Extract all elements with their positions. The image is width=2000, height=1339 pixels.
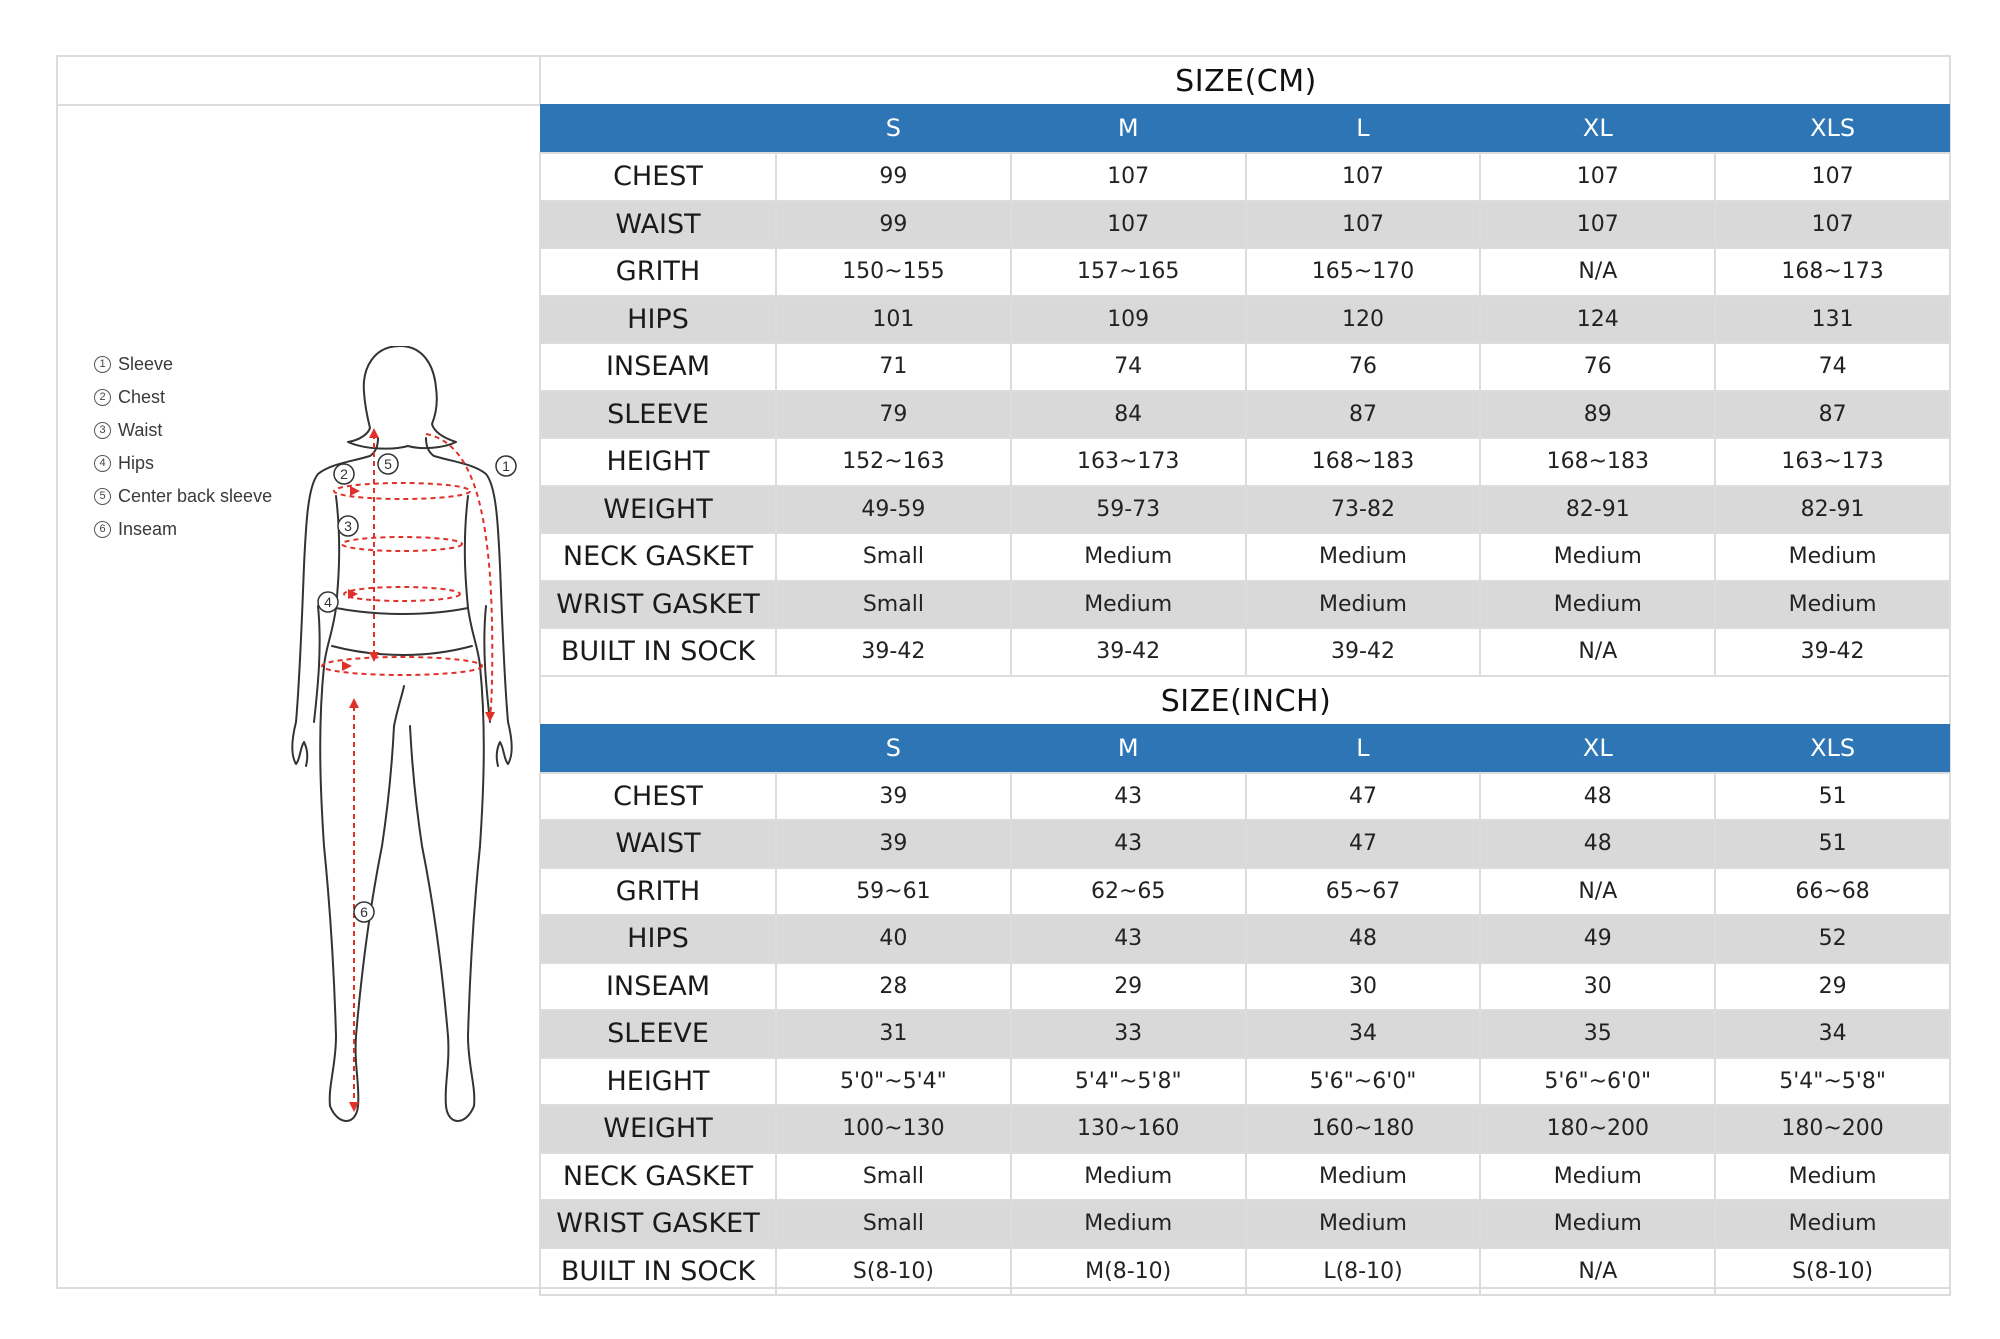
table-cell: 49 xyxy=(1480,915,1715,963)
table-cell: Small xyxy=(776,581,1011,629)
svg-text:1: 1 xyxy=(502,458,510,474)
table-row xyxy=(540,1248,1950,1296)
table-cell: 157~165 xyxy=(1011,248,1246,296)
row-label: HEIGHT xyxy=(540,1058,776,1106)
table-cell: 34 xyxy=(1715,1010,1950,1058)
table-cell: 62~65 xyxy=(1011,868,1246,916)
legend-number: 2 xyxy=(94,389,111,406)
table-cell: 5'6"~6'0" xyxy=(1246,1058,1481,1106)
table-cell: 82-91 xyxy=(1715,486,1950,534)
table-cell: 48 xyxy=(1246,915,1481,963)
table-cell: 48 xyxy=(1480,820,1715,868)
legend-number: 6 xyxy=(94,521,111,538)
table-cell: 107 xyxy=(1480,201,1715,249)
table-cell: 107 xyxy=(1246,153,1481,201)
table-cell: 5'4"~5'8" xyxy=(1715,1058,1950,1106)
table-cell: 107 xyxy=(1715,153,1950,201)
table-cell: Medium xyxy=(1246,1153,1481,1201)
row-label: SLEEVE xyxy=(540,391,776,439)
table-cell: 124 xyxy=(1480,296,1715,344)
legend-label: Center back sleeve xyxy=(118,486,273,506)
table-cell: 43 xyxy=(1011,773,1246,821)
size-header-cell: S xyxy=(776,724,1011,773)
table-cell: 120 xyxy=(1246,296,1481,344)
table-cell: 100~130 xyxy=(776,1105,1011,1153)
table-cell: 43 xyxy=(1011,915,1246,963)
table-cell: 160~180 xyxy=(1246,1105,1481,1153)
table-cell: S(8-10) xyxy=(776,1248,1011,1296)
marker-5 xyxy=(378,454,398,474)
table-cell: 87 xyxy=(1715,391,1950,439)
legend-item-chest xyxy=(94,381,272,414)
table-row xyxy=(540,963,1950,1011)
legend-label: Hips xyxy=(118,453,155,473)
marker-1 xyxy=(496,456,516,476)
table-cell: Medium xyxy=(1480,581,1715,629)
size-header-cell: M xyxy=(1011,104,1246,153)
table-cell: 76 xyxy=(1480,343,1715,391)
size-header-cell: L xyxy=(1246,104,1481,153)
table-cell: Medium xyxy=(1715,581,1950,629)
table-cell: 39 xyxy=(776,820,1011,868)
table-cell: 28 xyxy=(776,963,1011,1011)
cm-table-title: SIZE(CM) xyxy=(539,57,1951,104)
marker-6 xyxy=(354,902,374,922)
legend-label: Waist xyxy=(118,420,163,440)
marker-4 xyxy=(318,592,338,612)
table-cell: 107 xyxy=(1246,201,1481,249)
table-cell: 5'0"~5'4" xyxy=(776,1058,1011,1106)
size-header-cell: XL xyxy=(1480,104,1715,153)
row-label: WEIGHT xyxy=(540,1105,776,1153)
size-header-row xyxy=(540,724,1950,773)
table-cell: 101 xyxy=(776,296,1011,344)
table-row xyxy=(540,153,1950,201)
size-header-cell: M xyxy=(1011,724,1246,773)
table-cell: 39-42 xyxy=(776,628,1011,676)
table-cell: 34 xyxy=(1246,1010,1481,1058)
marker-2 xyxy=(334,464,354,484)
table-cell: S(8-10) xyxy=(1715,1248,1950,1296)
table-cell: 5'6"~6'0" xyxy=(1480,1058,1715,1106)
table-row xyxy=(540,820,1950,868)
svg-text:2: 2 xyxy=(340,466,348,482)
svg-text:3: 3 xyxy=(344,518,352,534)
size-header-cell: S xyxy=(776,104,1011,153)
table-cell: Medium xyxy=(1011,533,1246,581)
cm-size-table xyxy=(539,104,1951,677)
row-label: CHEST xyxy=(540,773,776,821)
legend-item-sleeve xyxy=(94,348,272,381)
row-label: CHEST xyxy=(540,153,776,201)
table-cell: Medium xyxy=(1011,581,1246,629)
table-cell: 43 xyxy=(1011,820,1246,868)
table-cell: 79 xyxy=(776,391,1011,439)
table-cell: M(8-10) xyxy=(1011,1248,1246,1296)
row-label: GRITH xyxy=(540,248,776,296)
table-cell: 65~67 xyxy=(1246,868,1481,916)
table-row xyxy=(540,628,1950,676)
size-header-cell: XLS xyxy=(1715,724,1950,773)
table-cell: Medium xyxy=(1480,1200,1715,1248)
table-row xyxy=(540,1105,1950,1153)
table-cell: 107 xyxy=(1715,201,1950,249)
size-tables xyxy=(539,57,1951,1296)
table-cell: 168~173 xyxy=(1715,248,1950,296)
legend-item-inseam xyxy=(94,513,272,546)
row-label: NECK GASKET xyxy=(540,533,776,581)
table-cell: N/A xyxy=(1480,1248,1715,1296)
table-cell: N/A xyxy=(1480,628,1715,676)
size-header-cell: XLS xyxy=(1715,104,1950,153)
table-cell: 168~183 xyxy=(1480,438,1715,486)
header-blank xyxy=(540,724,776,773)
table-cell: 74 xyxy=(1715,343,1950,391)
size-header-row xyxy=(540,104,1950,153)
table-cell: 39-42 xyxy=(1011,628,1246,676)
table-cell: 180~200 xyxy=(1480,1105,1715,1153)
table-cell: Medium xyxy=(1715,1153,1950,1201)
table-cell: 152~163 xyxy=(776,438,1011,486)
table-row xyxy=(540,438,1950,486)
table-row xyxy=(540,1058,1950,1106)
row-label: HEIGHT xyxy=(540,438,776,486)
table-row xyxy=(540,343,1950,391)
table-cell: 52 xyxy=(1715,915,1950,963)
table-cell: Medium xyxy=(1715,1200,1950,1248)
table-cell: Medium xyxy=(1246,581,1481,629)
table-row xyxy=(540,1010,1950,1058)
table-cell: 107 xyxy=(1480,153,1715,201)
size-chart-frame xyxy=(56,55,1951,1289)
size-header-cell: XL xyxy=(1480,724,1715,773)
header-blank xyxy=(540,104,776,153)
table-cell: 130~160 xyxy=(1011,1105,1246,1153)
table-cell: Medium xyxy=(1480,533,1715,581)
table-cell: 39-42 xyxy=(1715,628,1950,676)
row-label: HIPS xyxy=(540,296,776,344)
table-cell: N/A xyxy=(1480,248,1715,296)
table-row xyxy=(540,1153,1950,1201)
table-cell: 39-42 xyxy=(1246,628,1481,676)
table-cell: L(8-10) xyxy=(1246,1248,1481,1296)
table-cell: 163~173 xyxy=(1715,438,1950,486)
row-label: WRIST GASKET xyxy=(540,1200,776,1248)
table-cell: Small xyxy=(776,533,1011,581)
table-cell: 165~170 xyxy=(1246,248,1481,296)
inch-table-title: SIZE(INCH) xyxy=(539,677,1951,724)
table-cell: 131 xyxy=(1715,296,1950,344)
legend-item-hips xyxy=(94,447,272,480)
table-row xyxy=(540,1200,1950,1248)
measurement-legend xyxy=(94,348,272,546)
table-cell: 163~173 xyxy=(1011,438,1246,486)
table-cell: 107 xyxy=(1011,153,1246,201)
table-cell: Medium xyxy=(1715,533,1950,581)
legend-label: Inseam xyxy=(118,519,178,539)
table-row xyxy=(540,533,1950,581)
table-cell: 109 xyxy=(1011,296,1246,344)
table-cell: 49-59 xyxy=(776,486,1011,534)
row-label: INSEAM xyxy=(540,343,776,391)
table-cell: 30 xyxy=(1480,963,1715,1011)
table-cell: 82-91 xyxy=(1480,486,1715,534)
inch-size-table xyxy=(539,724,1951,1297)
table-cell: Small xyxy=(776,1200,1011,1248)
table-cell: 71 xyxy=(776,343,1011,391)
row-label: WAIST xyxy=(540,201,776,249)
legend-number: 3 xyxy=(94,422,111,439)
table-cell: 29 xyxy=(1715,963,1950,1011)
row-label: BUILT IN SOCK xyxy=(540,1248,776,1296)
row-label: BUILT IN SOCK xyxy=(540,628,776,676)
row-label: WRIST GASKET xyxy=(540,581,776,629)
legend-label: Sleeve xyxy=(118,354,174,374)
legend-number: 5 xyxy=(94,488,111,505)
table-cell: N/A xyxy=(1480,868,1715,916)
table-row xyxy=(540,915,1950,963)
table-cell: 66~68 xyxy=(1715,868,1950,916)
legend-item-center-back-sleeve xyxy=(94,480,272,513)
table-cell: 99 xyxy=(776,201,1011,249)
body-outline-figure xyxy=(278,346,518,1126)
row-label: HIPS xyxy=(540,915,776,963)
measurement-figure-panel xyxy=(58,106,541,1289)
row-label: NECK GASKET xyxy=(540,1153,776,1201)
row-label: SLEEVE xyxy=(540,1010,776,1058)
table-cell: Medium xyxy=(1011,1200,1246,1248)
table-cell: 73-82 xyxy=(1246,486,1481,534)
table-cell: 180~200 xyxy=(1715,1105,1950,1153)
table-row xyxy=(540,391,1950,439)
table-row xyxy=(540,248,1950,296)
table-cell: 48 xyxy=(1480,773,1715,821)
table-cell: Medium xyxy=(1246,533,1481,581)
table-cell: 47 xyxy=(1246,773,1481,821)
table-cell: 99 xyxy=(776,153,1011,201)
table-cell: Medium xyxy=(1480,1153,1715,1201)
table-cell: 35 xyxy=(1480,1010,1715,1058)
table-row xyxy=(540,773,1950,821)
legend-number: 1 xyxy=(94,356,111,373)
table-cell: 89 xyxy=(1480,391,1715,439)
table-cell: 39 xyxy=(776,773,1011,821)
table-cell: 150~155 xyxy=(776,248,1011,296)
table-cell: 74 xyxy=(1011,343,1246,391)
table-cell: 59-73 xyxy=(1011,486,1246,534)
table-cell: 29 xyxy=(1011,963,1246,1011)
table-cell: 168~183 xyxy=(1246,438,1481,486)
table-cell: 87 xyxy=(1246,391,1481,439)
marker-3 xyxy=(338,516,358,536)
svg-text:4: 4 xyxy=(324,594,332,610)
table-row xyxy=(540,868,1950,916)
table-row xyxy=(540,201,1950,249)
row-label: INSEAM xyxy=(540,963,776,1011)
svg-text:6: 6 xyxy=(360,904,368,920)
legend-item-waist xyxy=(94,414,272,447)
table-cell: Small xyxy=(776,1153,1011,1201)
size-header-cell: L xyxy=(1246,724,1481,773)
table-cell: 33 xyxy=(1011,1010,1246,1058)
table-cell: Medium xyxy=(1011,1153,1246,1201)
table-row xyxy=(540,296,1950,344)
table-cell: 31 xyxy=(776,1010,1011,1058)
row-label: GRITH xyxy=(540,868,776,916)
legend-label: Chest xyxy=(118,387,166,407)
table-cell: 107 xyxy=(1011,201,1246,249)
table-row xyxy=(540,486,1950,534)
svg-text:5: 5 xyxy=(384,456,392,472)
table-cell: 51 xyxy=(1715,820,1950,868)
table-cell: 76 xyxy=(1246,343,1481,391)
table-cell: 51 xyxy=(1715,773,1950,821)
table-cell: 59~61 xyxy=(776,868,1011,916)
row-label: WAIST xyxy=(540,820,776,868)
row-label: WEIGHT xyxy=(540,486,776,534)
table-cell: 84 xyxy=(1011,391,1246,439)
table-cell: Medium xyxy=(1246,1200,1481,1248)
table-cell: 40 xyxy=(776,915,1011,963)
table-cell: 5'4"~5'8" xyxy=(1011,1058,1246,1106)
table-row xyxy=(540,581,1950,629)
table-cell: 30 xyxy=(1246,963,1481,1011)
legend-number: 4 xyxy=(94,455,111,472)
table-cell: 47 xyxy=(1246,820,1481,868)
